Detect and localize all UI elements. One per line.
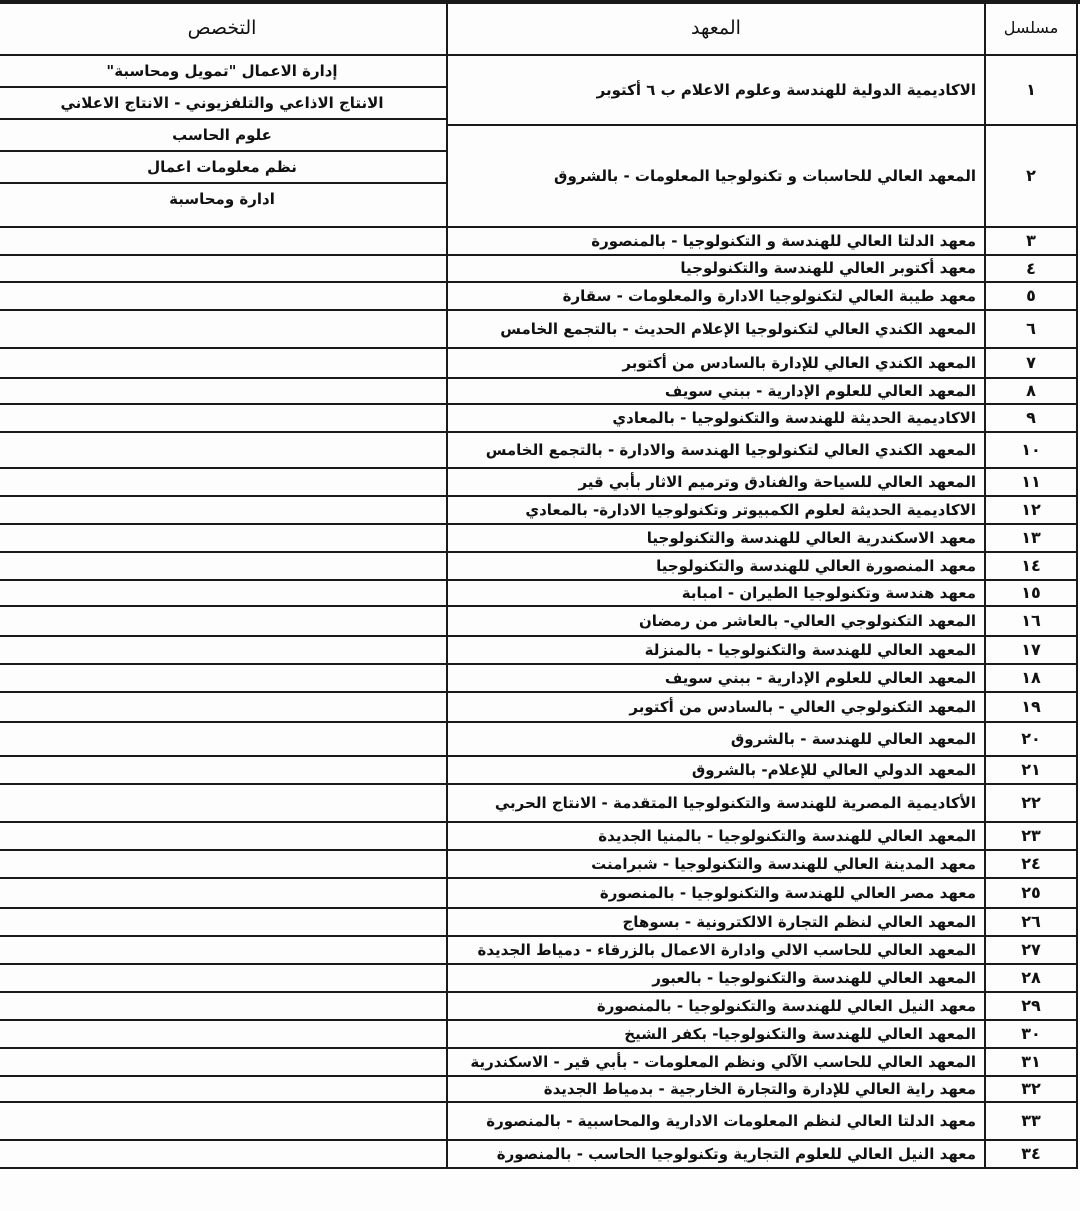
institute-cell: المعهد العالي للحاسب الآلي ونظم المعلومات - بأبي قير - الاسكندرية bbox=[447, 1048, 985, 1076]
specialization-item: نظم معلومات اعمال bbox=[0, 152, 446, 184]
institute-cell: المعهد العالي للعلوم الإدارية - ببني سويف bbox=[447, 378, 985, 404]
table-row bbox=[0, 822, 1077, 850]
serial-cell: ٢٢ bbox=[985, 784, 1077, 822]
specialization-cell-empty bbox=[0, 468, 447, 496]
table-row bbox=[0, 552, 1077, 580]
serial-cell: ٨ bbox=[985, 378, 1077, 404]
serial-cell: ١ bbox=[985, 55, 1077, 125]
serial-cell: ٦ bbox=[985, 310, 1077, 348]
institute-cell: المعهد العالي للهندسة والتكنولوجيا - بالمنيا الجديدة bbox=[447, 822, 985, 850]
serial-cell: ٣٣ bbox=[985, 1102, 1077, 1140]
serial-cell: ١٥ bbox=[985, 580, 1077, 606]
specialization-cell-empty bbox=[0, 850, 447, 878]
institute-cell: معهد المدينة العالي للهندسة والتكنولوجيا - شبرامنت bbox=[447, 850, 985, 878]
institute-cell: المعهد العالي للعلوم الإدارية - ببني سويف bbox=[447, 664, 985, 692]
specialization-cell-empty bbox=[0, 756, 447, 784]
serial-cell: ٥ bbox=[985, 282, 1077, 310]
serial-cell: ٢٣ bbox=[985, 822, 1077, 850]
serial-cell: ١١ bbox=[985, 468, 1077, 496]
serial-cell: ١٤ bbox=[985, 552, 1077, 580]
institute-cell: المعهد الكندي العالي لتكنولوجيا الإعلام الحديث - بالتجمع الخامس bbox=[447, 310, 985, 348]
table-row bbox=[0, 850, 1077, 878]
institute-cell: الاكاديمية الحديثة لعلوم الكمبيوتر وتكنولوجيا الادارة- بالمعادي bbox=[447, 496, 985, 524]
serial-cell: ٢٦ bbox=[985, 908, 1077, 936]
table-row bbox=[0, 524, 1077, 552]
specialization-cell-empty bbox=[0, 606, 447, 636]
institute-cell: الأكاديمية المصرية للهندسة والتكنولوجيا المتقدمة - الانتاج الحربي bbox=[447, 784, 985, 822]
specialization-cell-empty bbox=[0, 524, 447, 552]
header-institute: المعهد bbox=[447, 1, 985, 55]
specialization-item: ادارة ومحاسبة bbox=[169, 190, 275, 208]
specialization-cell-empty bbox=[0, 227, 447, 255]
serial-cell: ١٩ bbox=[985, 692, 1077, 722]
table-row bbox=[0, 692, 1077, 722]
header-specialization: التخصص bbox=[0, 1, 447, 55]
serial-cell: ٢٤ bbox=[985, 850, 1077, 878]
table-row bbox=[0, 255, 1077, 282]
serial-cell: ٢ bbox=[985, 125, 1077, 227]
table-row bbox=[0, 432, 1077, 468]
serial-cell: ٣١ bbox=[985, 1048, 1077, 1076]
serial-cell: ٣ bbox=[985, 227, 1077, 255]
institute-cell: معهد هندسة وتكنولوجيا الطيران - امبابة bbox=[447, 580, 985, 606]
serial-cell: ٢٧ bbox=[985, 936, 1077, 964]
specialization-cell-empty bbox=[0, 1020, 447, 1048]
institute-cell: معهد طيبة العالي لتكنولوجيا الادارة والمعلومات - سقارة bbox=[447, 282, 985, 310]
specialization-item: الانتاج الاذاعي والتلفزيوني - الانتاج الاعلاني bbox=[0, 88, 446, 120]
institute-cell: المعهد العالي للحاسبات و تكنولوجيا المعلومات - بالشروق bbox=[447, 125, 985, 227]
institute-cell: الاكاديمية الدولية للهندسة وعلوم الاعلام ب ٦ أكتوبر bbox=[447, 55, 985, 125]
specialization-cell-empty bbox=[0, 496, 447, 524]
specialization-item: علوم الحاسب bbox=[0, 120, 446, 152]
specialization-cell-empty bbox=[0, 992, 447, 1020]
table-row bbox=[0, 1140, 1077, 1168]
header-row bbox=[0, 1, 1077, 55]
table-row bbox=[0, 580, 1077, 606]
serial-cell: ٢٠ bbox=[985, 722, 1077, 756]
serial-cell: ٢١ bbox=[985, 756, 1077, 784]
institute-cell: معهد المنصورة العالي للهندسة والتكنولوجيا bbox=[447, 552, 985, 580]
institute-cell: المعهد الدولي العالي للإعلام- بالشروق bbox=[447, 756, 985, 784]
specialization-cell-empty bbox=[0, 1140, 447, 1168]
serial-cell: ٣٢ bbox=[985, 1076, 1077, 1102]
institute-cell: المعهد الكندي العالي للإدارة بالسادس من أكتوبر bbox=[447, 348, 985, 378]
serial-cell: ٩ bbox=[985, 404, 1077, 432]
serial-cell: ٧ bbox=[985, 348, 1077, 378]
institute-cell: المعهد التكنولوجي العالي - بالسادس من أكتوبر bbox=[447, 692, 985, 722]
institute-cell: المعهد العالي للهندسة والتكنولوجيا - بالمنزلة bbox=[447, 636, 985, 664]
specialization-cell-empty bbox=[0, 722, 447, 756]
table-row bbox=[0, 378, 1077, 404]
specialization-cell-empty bbox=[0, 378, 447, 404]
table-row bbox=[0, 756, 1077, 784]
table-row bbox=[0, 606, 1077, 636]
table-row bbox=[0, 636, 1077, 664]
table-row bbox=[0, 1076, 1077, 1102]
serial-cell: ٢٨ bbox=[985, 964, 1077, 992]
table-row bbox=[0, 908, 1077, 936]
table-row bbox=[0, 1020, 1077, 1048]
specialization-cell bbox=[0, 55, 447, 227]
serial-cell: ٢٥ bbox=[985, 878, 1077, 908]
table-row bbox=[0, 468, 1077, 496]
table-row bbox=[0, 348, 1077, 378]
specialization-cell-empty bbox=[0, 282, 447, 310]
institute-cell: معهد الاسكندرية العالي للهندسة والتكنولوجيا bbox=[447, 524, 985, 552]
table-row bbox=[0, 55, 1077, 125]
specialization-cell-empty bbox=[0, 1102, 447, 1140]
specialization-item: إدارة الاعمال "تمويل ومحاسبة" bbox=[0, 56, 446, 88]
serial-cell: ١٦ bbox=[985, 606, 1077, 636]
institute-cell: معهد راية العالي للإدارة والتجارة الخارجية - بدمياط الجديدة bbox=[447, 1076, 985, 1102]
table-row bbox=[0, 784, 1077, 822]
table-row bbox=[0, 936, 1077, 964]
serial-cell: ١٧ bbox=[985, 636, 1077, 664]
specialization-cell-empty bbox=[0, 432, 447, 468]
specialization-cell-empty bbox=[0, 692, 447, 722]
specialization-cell-empty bbox=[0, 908, 447, 936]
table-row bbox=[0, 722, 1077, 756]
institute-cell: المعهد الكندي العالي لتكنولوجيا الهندسة والادارة - بالتجمع الخامس bbox=[447, 432, 985, 468]
institute-cell: معهد النيل العالي للعلوم التجارية وتكنولوجيا الحاسب - بالمنصورة bbox=[447, 1140, 985, 1168]
institute-cell: معهد النيل العالي للهندسة والتكنولوجيا - بالمنصورة bbox=[447, 992, 985, 1020]
institute-cell: معهد أكتوبر العالي للهندسة والتكنولوجيا bbox=[447, 255, 985, 282]
institute-cell: المعهد العالي للهندسة والتكنولوجيا - بالعبور bbox=[447, 964, 985, 992]
specialization-cell-empty bbox=[0, 664, 447, 692]
institute-cell: معهد مصر العالي للهندسة والتكنولوجيا - بالمنصورة bbox=[447, 878, 985, 908]
serial-cell: ٣٠ bbox=[985, 1020, 1077, 1048]
institute-cell: معهد الدلتا العالي للهندسة و التكنولوجيا - بالمنصورة bbox=[447, 227, 985, 255]
serial-cell: ١٣ bbox=[985, 524, 1077, 552]
table-row bbox=[0, 964, 1077, 992]
serial-cell: ٣٤ bbox=[985, 1140, 1077, 1168]
specialization-cell-empty bbox=[0, 964, 447, 992]
specialization-cell-empty bbox=[0, 784, 447, 822]
specialization-cell-empty bbox=[0, 822, 447, 850]
table-row bbox=[0, 664, 1077, 692]
institute-cell: المعهد العالي للحاسب الالي وادارة الاعمال بالزرقاء - دمياط الجديدة bbox=[447, 936, 985, 964]
specialization-cell-empty bbox=[0, 936, 447, 964]
table-row bbox=[0, 992, 1077, 1020]
table-row bbox=[0, 1102, 1077, 1140]
serial-cell: ١٠ bbox=[985, 432, 1077, 468]
table-row bbox=[0, 404, 1077, 432]
table-row bbox=[0, 496, 1077, 524]
specialization-cell-empty bbox=[0, 1076, 447, 1102]
specialization-cell-empty bbox=[0, 636, 447, 664]
institute-cell: المعهد العالي للسياحة والفنادق وترميم الاثار بأبي قير bbox=[447, 468, 985, 496]
serial-cell: ١٨ bbox=[985, 664, 1077, 692]
institute-cell: معهد الدلتا العالي لنظم المعلومات الادارية والمحاسبية - بالمنصورة bbox=[447, 1102, 985, 1140]
specialization-cell-empty bbox=[0, 255, 447, 282]
table-row bbox=[0, 310, 1077, 348]
institute-cell: المعهد العالي لنظم التجارة الالكترونية - بسوهاج bbox=[447, 908, 985, 936]
specialization-cell-empty bbox=[0, 1048, 447, 1076]
institute-cell: المعهد التكنولوجي العالي- بالعاشر من رمضان bbox=[447, 606, 985, 636]
table-row bbox=[0, 878, 1077, 908]
serial-cell: ١٢ bbox=[985, 496, 1077, 524]
serial-cell: ٢٩ bbox=[985, 992, 1077, 1020]
table-row bbox=[0, 227, 1077, 255]
specialization-cell-empty bbox=[0, 552, 447, 580]
header-serial: مسلسل bbox=[985, 1, 1077, 55]
serial-cell: ٤ bbox=[985, 255, 1077, 282]
specialization-cell-empty bbox=[0, 580, 447, 606]
specialization-cell-empty bbox=[0, 878, 447, 908]
table-row bbox=[0, 282, 1077, 310]
institute-cell: المعهد العالي للهندسة والتكنولوجيا- بكفر الشيخ bbox=[447, 1020, 985, 1048]
specialization-cell-empty bbox=[0, 404, 447, 432]
specialization-cell-empty bbox=[0, 348, 447, 378]
institute-cell: المعهد العالي للهندسة - بالشروق bbox=[447, 722, 985, 756]
specialization-cell-empty bbox=[0, 310, 447, 348]
table-row bbox=[0, 1048, 1077, 1076]
institute-cell: الاكاديمية الحديثة للهندسة والتكنولوجيا - بالمعادي bbox=[447, 404, 985, 432]
